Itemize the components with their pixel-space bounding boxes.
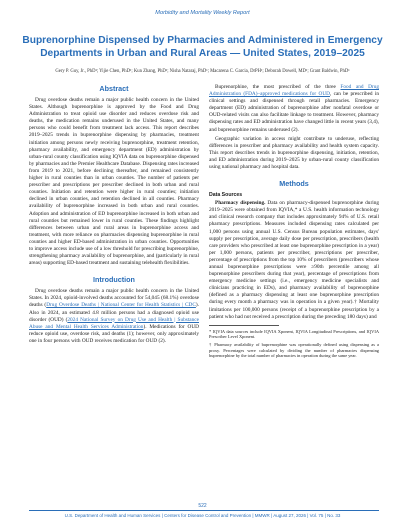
intro-text-1: Drug overdose deaths remain a major public health concern in the United States. In 2024, opioid-involved deaths accounted for 54,045 (68.1%) overdose deaths ( — [29, 288, 199, 309]
geographic-paragraph: Geographic variation in access might contribute to underuse, reflecting differences in prescriber and pharmacy availability and health system capacity. This report describes trends in buprenorphine dispensing, initiation, retention, and ED administration during 2019–2025 by urban-rural county classification using national pharmacy and hospital data. — [209, 135, 379, 171]
footnote-iqvia: * IQVIA data sources include IQVIA Xponent, IQVIA Longitudinal Prescriptions, and IQVIA Prescriber Level Xponent. — [209, 328, 379, 340]
bup-text-2: , can be prescribed in clinical settings and dispensed through retail pharmacies. Emergency department (ED) administration of buprenorphine after nonfatal overdose or OUD-related visits can also facilitate linkage to treatment. However, pharmacy dispensing rates and ED administration have changed little in recent years (3,4), and buprenorphine remains underused (2). — [209, 91, 379, 133]
footer-divider — [29, 510, 379, 511]
footnote-divider — [209, 325, 279, 326]
introduction-heading: Introduction — [93, 275, 135, 285]
fda-medications-link[interactable]: Food and Drug Administration (FDA)–approved medications for OUD — [209, 84, 379, 98]
buprenorphine-paragraph — [209, 84, 379, 134]
abstract-text: Drug overdose deaths remain a major public health concern in the United States. Although buprenorphine is approved by the Food and Drug Administration to treat opioid use disorder and reduces overdose risk and deaths, the medication remains underused in the United States, and many persons who could benefit from treatment lack access. This report describes 2019–2025 trends in buprenorphine dispensing by pharmacies, treatment initiation among persons newly receiving buprenorphine, treatment retention, pharmacy availability, and emergency department (ED) administration by urban-rural county classification using IQVIA data on buprenorphine dispensed by pharmacies and the Premier Healthcare Database. Dispensing rates increased from 2019 to 2021, before declining thereafter, and remained consistently higher in rural counties than in urban counties. The number of patients per prescriber and prescriptions per prescriber declined in both urban and rural counties. Initiation and retention were higher in rural counties; initiation declined in urban counties, and retention declined in all counties. Pharmacy availability of buprenorphine increased in both urban and rural counties. Adoption and administration of ED buprenorphine increased in both urban and rural counties but remained lower in rural counties. These findings highlight differences between urban and rural areas in buprenorphine access and treatment, with more reliance on pharmacies dispensing buprenorphine in rural counties and higher ED-based administration in urban counties. Opportunities to improve access include use of a low threshold for prescribing buprenorphine, strengthening pharmacy availability of buprenorphine, and (particularly in rural areas) supporting ED-based treatment and sustaining telehealth flexibilities. — [29, 97, 199, 267]
report-title: Buprenorphine Dispensed by Pharmacies and Administered in Emergency Departments in Urban and Rural Areas — United States, 2019–2025 — [22, 35, 383, 59]
footnote-pharmacy-availability: † Pharmacy availability of buprenorphine was operationally defined using dispensing as a proxy. Percentages were calculated by dividing the number of pharmacies dispensing buprenorphine by the total number of pharmacies in operation during the same year. — [209, 341, 379, 359]
right-column — [209, 84, 379, 361]
abstract-heading: Abstract — [99, 84, 129, 93]
introduction-paragraph — [29, 288, 199, 345]
methods-heading: Methods — [279, 179, 309, 189]
nsduh-survey-link[interactable]: 2024 National Survey on Drug Use and Health | Substance Abuse and Mental Health Services Administration — [29, 316, 200, 330]
masthead-text: Morbidity and Mortality Weekly Report — [155, 10, 250, 16]
intro-text-3: ). Medications for OUD reduce opioid use, overdose risk, and deaths (1); however, only approximately one in four persons with OUD receives medication for OUD (2). — [29, 323, 199, 344]
intro-text-2: ). Also in 2024, an estimated 4.8 million persons had a diagnosed opioid use disorder (OUD) ( — [29, 302, 199, 323]
pharmacy-dispensing-lead: Pharmacy dispensing. — [215, 200, 266, 207]
author-list: Gery P. Guy, Jr., PhD¹; Yijie Chen, PhD¹; Kun Zhang, PhD¹; Nisha Nataraj, PhD¹; Macarena C. Garcia, DrPH¹; Deborah Dowell, MD¹; Grant Baldwin, PhD¹ — [55, 69, 350, 74]
left-column — [29, 84, 199, 347]
masthead — [0, 0, 405, 24]
pharmacy-dispensing-text: Data on pharmacy-dispensed buprenorphine during 2019–2025 were obtained from IQVIA,* a U.S. health information technology and clinical research company that includes approximately 94% of U.S. retail pharmacy prescriptions. Measures included dispensing rates calculated per 1,000 persons using annual U.S. Census Bureau population estimates, days' supply per prescription, average daily dose per prescription, prescribers (health care providers who prescribed at least one buprenorphine prescription in a year) per 1,000 persons, patients per prescriber, prescriptions per prescriber, percentage of prescriptions from the top 10% of prescribers (prescribers whose annual buprenorphine prescriptions were ≥90th percentile among all buprenorphine prescribers during that year), percentage of prescriptions from emergency medicine settings (i.e., emergency medicine specialists and clinicians practicing in EDs), and pharmacy availability of buprenorphine (defined as a pharmacy dispensing at least one buprenorphine prescription during every month a pharmacy was in operation in a given year).† Mortality limitations per 100,000 persons (receipt of a buprenorphine prescription by a patient who had not received a prescription during the preceding 180 days) and — [209, 200, 379, 320]
pharmacy-dispensing-paragraph — [209, 200, 379, 321]
page-number: 522 — [198, 503, 207, 509]
bup-text-1: Buprenorphine, the most prescribed of the three — [215, 84, 341, 90]
page-footer: U.S. Department of Health and Human Services | Centers for Disease Control and Prevention | MMWR | August 27, 2026 | Vol. 75 | No. 33 — [64, 513, 341, 518]
data-sources-subheading: Data Sources — [209, 192, 243, 199]
drug-overdose-deaths-link[interactable]: Drug Overdose Deaths | National Center for Health Statistics | CDC — [46, 302, 196, 309]
